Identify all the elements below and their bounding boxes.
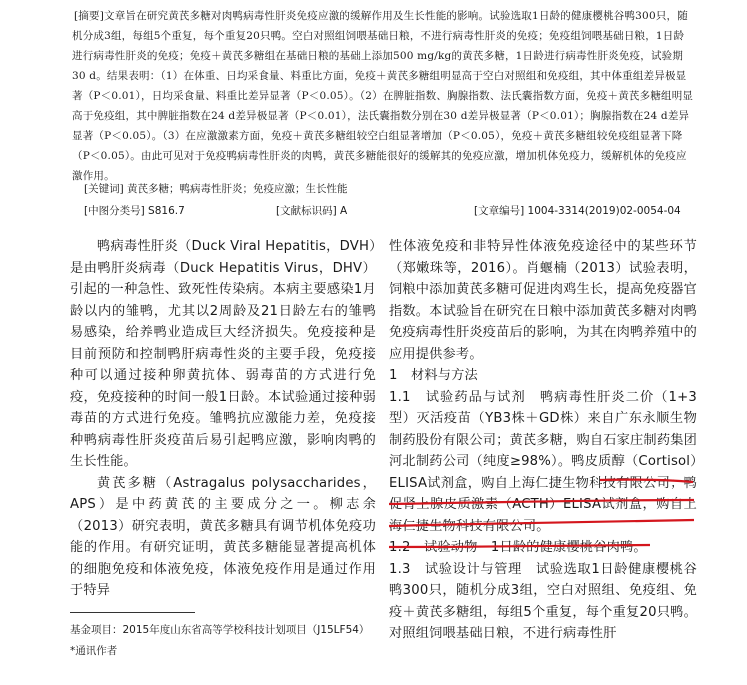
section-1-1-text: 1.1 试验药品与试剂 鸭病毒性肝炎二价（1+3型）灭活疫苗（YB3株＋GD株）来自广东永顺生物制药股份有限公司；黄芪多糖，购自石家庄制药集团河北制药公司（纯度≥98%）。 xyxy=(389,389,697,469)
clc-label: [中图分类号] xyxy=(84,205,145,217)
left-paragraph-1: 鸭病毒性肝炎（Duck Viral Hepatitis，DVH）是由鸭肝炎病毒（Duck Hepatitis Virus，DHV）引起的一种急性、致死性传染病。本病主要感染1月龄以内的雏鸭，尤其以2周龄及21日龄左右的雏鸭易感染，给养鸭业造成巨大经济损失。免疫接种是目前预防和控制鸭肝病毒性炎的主要手段，免疫接种可以通过接种卵黄抗体、弱毒苗的方式进行免疫，免疫接种的时间一般1日龄。本试验通过接种弱毒苗的方式进行免疫。雏鸭抗应激能力差，免疫接种鸭病毒性肝炎疫苗后易引起鸭应激，影响肉鸭的生长性能。 xyxy=(70,239,376,469)
fund-note: 基金项目：2015年度山东省高等学校科技计划项目（J15LF54） xyxy=(70,624,370,636)
clc-value: S816.7 xyxy=(148,205,185,217)
keywords-text: 黄芪多糖；鸭病毒性肝炎；免疫应激；生长性能 xyxy=(127,183,348,195)
section-1-2: 1.2 试验动物 1日龄的健康樱桃谷肉鸭。 xyxy=(389,540,647,555)
article-value: 1004-3314(2019)02-0054-04 xyxy=(527,205,681,217)
underline-stroke-4 xyxy=(389,545,650,547)
article-label: [文章编号] xyxy=(474,205,525,217)
footnote-block xyxy=(70,620,376,662)
abstract-text: 文章旨在研究黄芪多糖对肉鸭病毒性肝炎免疫应激的缓解作用及生长性能的影响。试验选取1日龄的健康樱桃谷鸭300只，随机分成3组，每组5个重复，每个重复20只鸭。空白对照组饲喂基础日粮，不进行病毒性肝炎的免疫；免疫组饲喂基础日粮，1日龄进行病毒性肝炎的免疫；免疫＋黄芪多糖组在基础日粮的基础上添加500 mg/kg的黄芪多糖，1日龄进行病毒性肝炎免疫，试验期30 d。结果表明：（1）在体重、日均采食量、料重比方面，免疫＋黄芪多糖组明显高于空白对照组和免疫组，其中体重组差异极显著（P＜0.01），日均采食量、料重比差异显著（P＜0.05）。（2）在脾脏指数、胸腺指数、法氏囊指数方面，免疫＋黄芪多糖组明显高于免疫组，其中脾脏指数在24 d差异极显著（P＜0.01），法氏囊指数分别在30 d差异极显著（P＜0.01）；胸腺指数在24 d差异显著（P＜0.05）。（3）在应激激素方面，免疫＋黄芪多糖组较空白组显著增加（P＜0.05），免疫＋黄芪多糖组较免疫组显著下降（P＜0.05）。由此可见对于免疫鸭病毒性肝炎的肉鸭，黄芪多糖能很好的缓解其的免疫应激，增加机体免疫力，缓解机体的免疫应激作用。 xyxy=(72,10,694,182)
underline-stroke-1 xyxy=(600,480,693,482)
section-1-3: 1.3 试验设计与管理 试验选取1日龄健康樱桃谷鸭300只，随机分成3组，空白对照组、免疫组、免疫＋黄芪多糖组，每组5个重复，每个重复20只鸭。对照组饲喂基础日粮，不进行病毒性肝 xyxy=(389,561,697,641)
footnote-divider xyxy=(70,612,195,613)
right-paragraph-1: 性体液免疫和非特异性体液免疫途径中的某些环节（郑嫩珠等，2016）。肖蝘楠（2013）试验表明，饲粮中添加黄芪多糖可促进肉鸡生长，提高免疫器官指数。本试验旨在研究在日粮中添加黄芪多糖对肉鸭免疫病毒性肝炎疫苗后的影响，为其在肉鸭养殖中的应用提供参考。 xyxy=(389,239,697,362)
corresponding-author: *通讯作者 xyxy=(70,645,118,657)
keywords-label: [关键词] xyxy=(84,183,124,195)
underline-stroke-3 xyxy=(389,520,694,526)
abstract-label: [摘要] xyxy=(74,10,104,22)
section-heading-1: 1 材料与方法 xyxy=(389,368,478,383)
doc-value: A xyxy=(340,205,348,217)
doc-label: [文献标识码] xyxy=(276,205,337,217)
left-paragraph-2: 黄芪多糖（Astragalus polysaccharides，APS）是中药黄芪的主要成分之一。柳志余（2013）研究表明，黄芪多糖具有调节机体免疫功能的作用。有研究证明，黄芪多糖能显著提高机体的细胞免疫和体液免疫，体液免疫作用是通过作用于特异 xyxy=(70,475,376,598)
highlighted-reagents: 鸭皮质醇（Cortisol）ELISA试剂盒，购自上海仁捷生物科技有限公司；鸭促肾上腺皮质激素（ACTH）ELISA试剂盒，购自上海仁捷生物科技有限公司。 xyxy=(389,454,697,534)
underline-stroke-2 xyxy=(389,500,694,504)
